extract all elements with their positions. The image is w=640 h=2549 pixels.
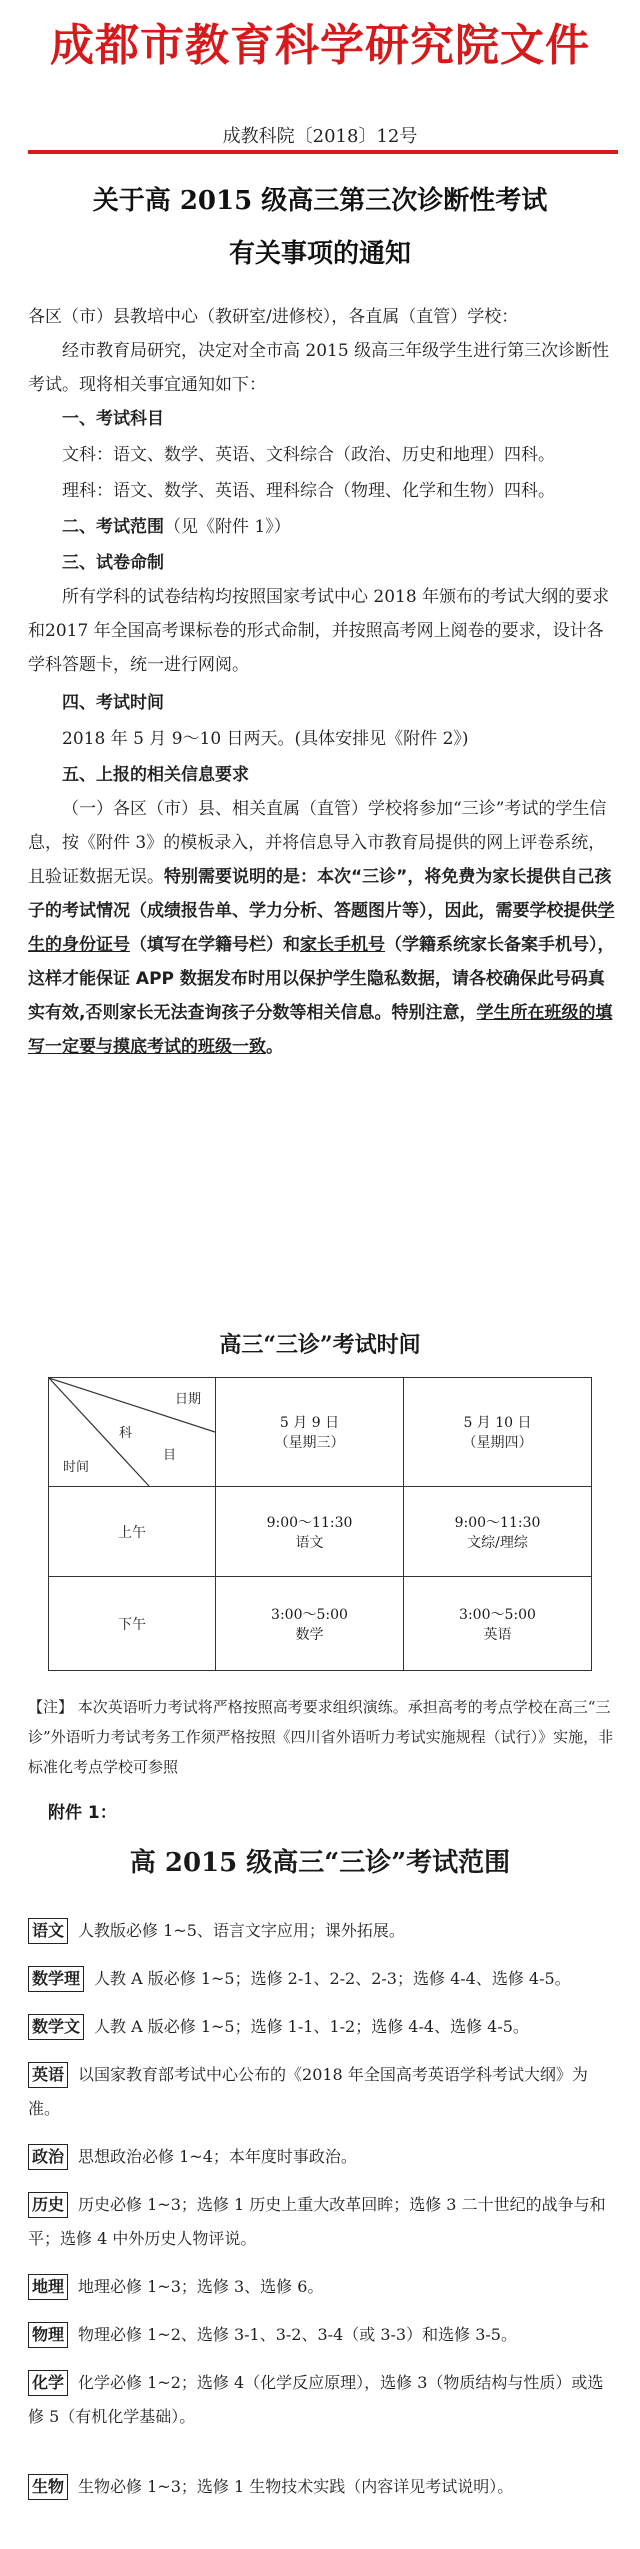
subject-row (28, 2140, 618, 2174)
subject-row (28, 2366, 618, 2434)
day1-header (216, 1378, 404, 1487)
pm-label: 下午 (49, 1577, 216, 1671)
subject-text: 人教版必修 1~5、语言文字应用；课外拓展。 (78, 1921, 405, 1940)
subject-tag: 语文 (28, 1918, 68, 1944)
subject-row (28, 1914, 618, 1948)
subject-tag: 物理 (28, 2322, 68, 2348)
subject-row (28, 2188, 618, 2256)
pm1-time: 3:00～5:00 (271, 1606, 348, 1623)
doc-title-line2: 有关事项的通知 (228, 239, 411, 269)
am-label: 上午 (49, 1487, 216, 1577)
s5-id-number: 学生的身份证号 (28, 901, 615, 955)
s1-wenke: 文科：语文、数学、英语、文科综合（政治、历史和地理）四科。 (62, 445, 555, 465)
section2-line (28, 510, 618, 544)
s5-class-note: 学生所在班级的填写一定要与摸底考试的班级一致 (28, 1003, 613, 1057)
subject-row (28, 2270, 618, 2304)
section4-heading: 四、考试时间 (62, 693, 164, 713)
subject-row (28, 2058, 618, 2126)
am1-time: 9:00～11:30 (266, 1514, 353, 1531)
s1-like: 理科：语文、数学、英语、理科综合（物理、化学和生物）四科。 (62, 481, 555, 501)
subject-text: 物理必修 1~2、选修 3-1、3-2、3-4（或 3-3）和选修 3-5。 (78, 2325, 517, 2344)
masthead: 成都市教育科学研究院文件 (50, 20, 590, 71)
recipients: 各区（市）县教培中心（教研室/进修校），各直属（直管）学校： (28, 307, 519, 327)
subject-text: 生物必修 1~3；选修 1 生物技术实践（内容详见考试说明）。 (78, 2477, 514, 2496)
subject-tag: 地理 (28, 2274, 68, 2300)
corner-subject-a: 科 (119, 1426, 133, 1441)
subject-row (28, 2470, 618, 2504)
day1-weekday: （星期三） (274, 1435, 345, 1451)
am2-time: 9:00～11:30 (454, 1514, 541, 1531)
subject-tag: 历史 (28, 2192, 68, 2218)
subject-tag: 化学 (28, 2370, 68, 2396)
section3-text: 所有学科的试卷结构均按照国家考试中心 2018 年颁布的考试大纲的要求和2017 年全国高考课标卷的形式命制，并按照高考网上阅卷的要求，设计各学科答题卡，统一进行网阅。 (28, 587, 610, 675)
pm1-subject: 数学 (295, 1626, 324, 1643)
subject-tag: 数学文 (28, 2014, 84, 2040)
annex-label: 附件 1： (48, 1803, 117, 1823)
subject-text: 地理必修 1~3；选修 3、选修 6。 (78, 2277, 324, 2296)
subject-text: 人教 A 版必修 1~5；选修 1-1、1-2；选修 4-4、选修 4-5。 (94, 2017, 529, 2036)
corner-time-label: 时间 (63, 1460, 90, 1475)
subject-text: 历史必修 1~3；选修 1 历史上重大改革回眸；选修 3 二十世纪的战争与和平；选修 4 中外历史人物评说。 (28, 2195, 606, 2248)
section4-text: 2018 年 5 月 9～10 日两天。(具体安排见《附件 2》) (62, 729, 469, 749)
red-divider (28, 150, 618, 154)
intro-paragraph: 经市教育局研究，决定对全市高 2015 级高三年级学生进行第三次诊断性考试。现将相关事宜通知如下： (28, 341, 610, 395)
subject-text: 人教 A 版必修 1~5；选修 2-1、2-2、2-3；选修 4-4、选修 4-5。 (94, 1969, 571, 1988)
doc-title-line1: 关于高 2015 级高三第三次诊断性考试 (92, 186, 548, 216)
pm2-subject: 英语 (483, 1626, 512, 1643)
corner-subject-b: 目 (163, 1448, 177, 1463)
section5-paragraph (28, 792, 618, 1064)
section2-heading: 二、考试范围 (62, 517, 164, 537)
s5-bold-b: （填写在学籍号栏）和 (130, 935, 300, 955)
am1-subject: 语文 (295, 1534, 324, 1551)
subject-tag: 英语 (28, 2062, 68, 2088)
s5-bold-a: 特别需要说明的是：本次“三诊”，将免费为家长提供自己孩子的考试情况（成绩报告单、学力分析、答题图片等），因此，需要学校提供 (28, 867, 612, 921)
section3-heading: 三、试卷命制 (62, 553, 164, 573)
subject-row (28, 2010, 618, 2044)
corner-cell (49, 1378, 216, 1487)
note-paragraph: 【注】 本次英语听力考试将严格按照高考要求组织演练。承担高考的考点学校在高三“三诊”外语听力考试考务工作须严格按照《四川省外语听力考试实施规程（试行）》实施，非标准化考点学校可参照 (28, 1698, 614, 1776)
am2-subject: 文综/理综 (467, 1534, 528, 1551)
pm-day2 (404, 1577, 592, 1671)
day1-date: 5 月 9 日 (279, 1415, 340, 1431)
section5-heading: 五、上报的相关信息要求 (62, 765, 249, 785)
s5-plain: （一）各区（市）县、相关直属（直管）学校将参加“三诊”考试的学生信息，按《附件 3》的模板录入，并将信息导入市教育局提供的网上评卷系统，且验证数据无误。 (28, 799, 607, 887)
s5-parent-phone: 家长手机号 (300, 935, 385, 955)
pm2-time: 3:00～5:00 (459, 1606, 536, 1623)
schedule-table (48, 1377, 592, 1671)
subject-tag: 政治 (28, 2144, 68, 2170)
section2-tail: （见《附件 1》） (164, 517, 291, 537)
section1-heading: 一、考试科目 (62, 409, 164, 429)
corner-date-label: 日期 (174, 1392, 201, 1407)
subject-text: 思想政治必修 1~4；本年度时事政治。 (78, 2147, 357, 2166)
annex-title: 高 2015 级高三“三诊”考试范围 (129, 1848, 511, 1878)
day2-header (404, 1378, 592, 1487)
subject-tag: 生物 (28, 2474, 68, 2500)
document-number: 成教科院〔2018〕12号 (222, 126, 418, 147)
pm-day1 (216, 1577, 404, 1671)
subject-row (28, 1962, 618, 1996)
subject-text: 化学必修 1~2；选修 4（化学反应原理），选修 3（物质结构与性质）或选修 5（有机化学基础）。 (28, 2373, 604, 2426)
subject-tag: 数学理 (28, 1966, 84, 1992)
s5-bold-c: （学籍系统家长备案手机号），这样才能保证 APP 数据发布时用以保护学生隐私数据，请各校确保此号码真实有效,否则家长无法查询孩子分数等相关信息。特别注意， (28, 935, 615, 1023)
schedule-title: 高三“三诊”考试时间 (219, 1332, 421, 1358)
subject-row (28, 2318, 618, 2352)
am-day2 (404, 1487, 592, 1577)
day2-weekday: （星期四） (462, 1435, 533, 1451)
subject-text: 以国家教育部考试中心公布的《2018 年全国高考英语学科考试大纲》为准。 (28, 2065, 588, 2118)
s5-end: 。 (266, 1037, 283, 1057)
am-day1 (216, 1487, 404, 1577)
day2-date: 5 月 10 日 (463, 1415, 532, 1431)
